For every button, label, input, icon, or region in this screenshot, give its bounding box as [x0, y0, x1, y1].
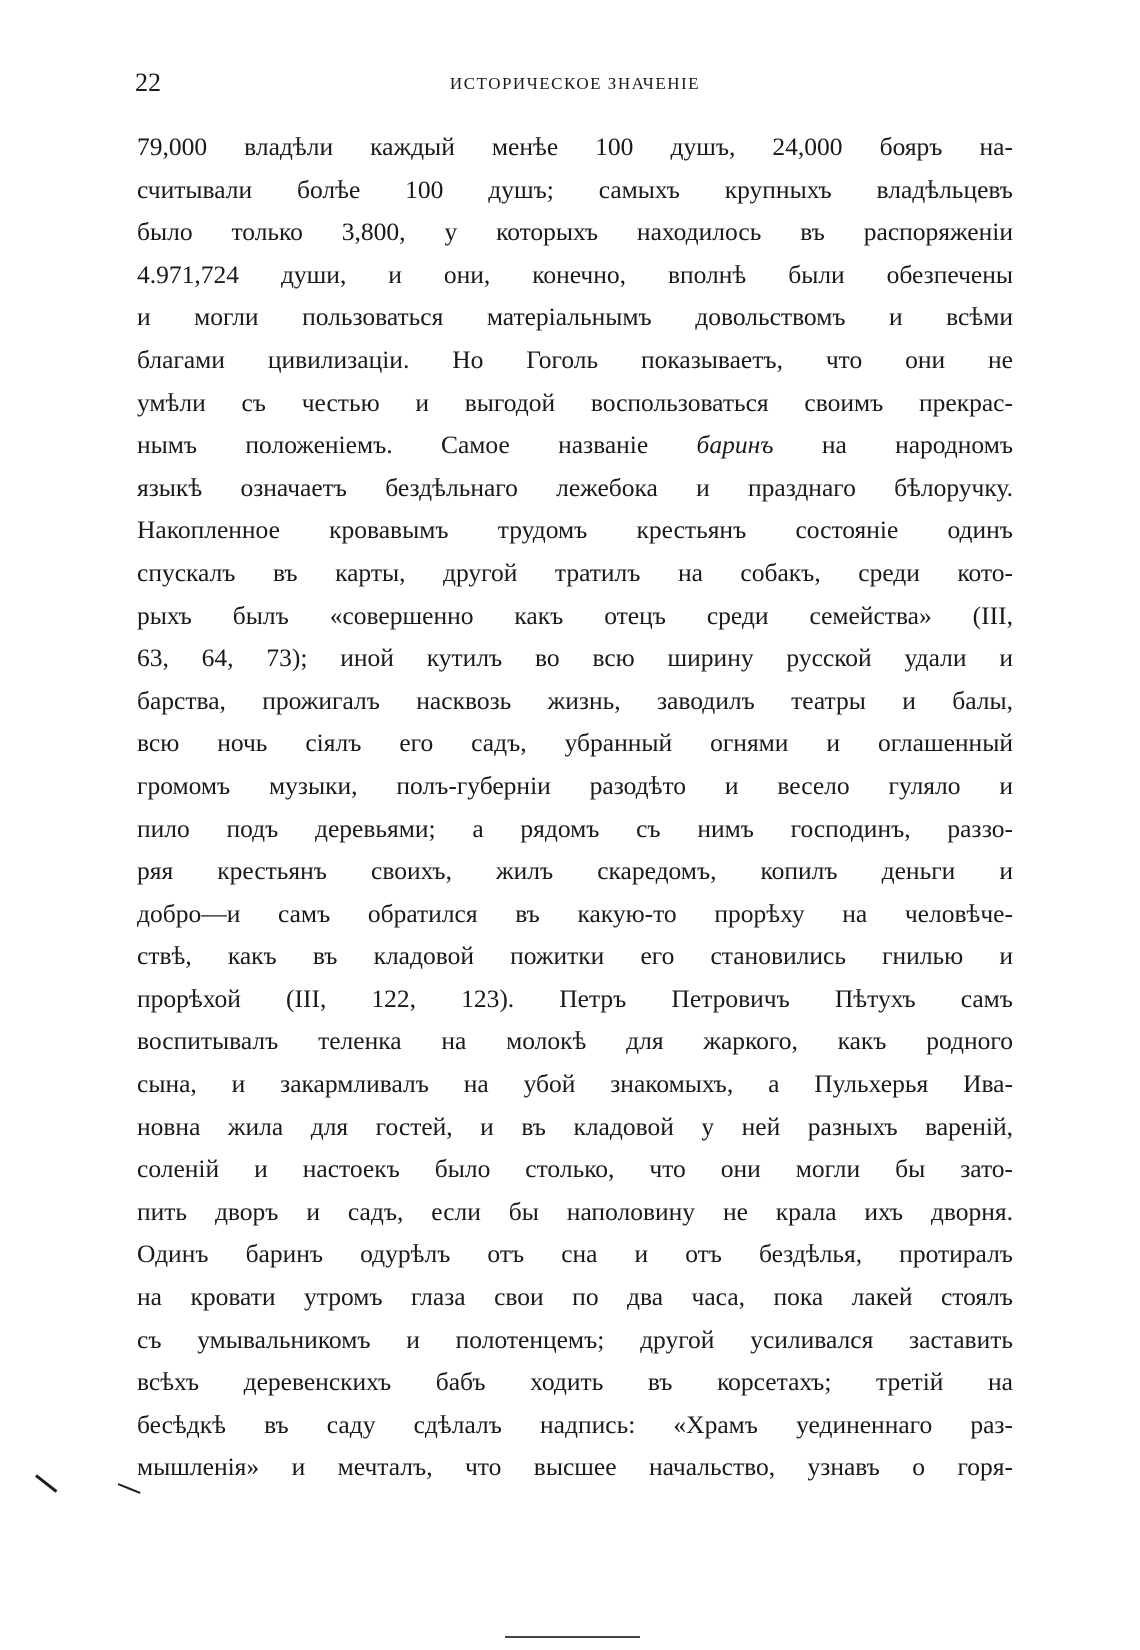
text-line: добро—и самъ обратился въ какую-то прорѣху на человѣче-	[137, 898, 1013, 928]
text-line: пило подъ деревьями; а рядомъ съ нимъ господинъ, раззо-	[137, 813, 1013, 843]
text-line: воспитывалъ теленка на молокѣ для жаркого, какъ родного	[137, 1026, 1013, 1056]
text-line: всѣхъ деревенскихъ бабъ ходить въ корсетахъ; третій на	[137, 1367, 1013, 1397]
text-line: соленій и настоекъ было столько, что они могли бы зато-	[137, 1154, 1013, 1184]
text-line: громомъ музыки, полъ-губерніи разодѣто и весело гуляло и	[137, 770, 1013, 800]
italic-term: баринъ	[696, 430, 774, 460]
text-line: языкѣ означаетъ бездѣльнаго лежебока и празднаго бѣлоручку.	[137, 472, 1013, 502]
text-line: Накопленное кровавымъ трудомъ крестьянъ состояніе одинъ	[137, 515, 1013, 545]
text-line: считывали болѣе 100 душъ; самыхъ крупныхъ владѣльцевъ	[137, 174, 1013, 204]
text-line-head: нымъ положеніемъ. Самое названіе	[137, 430, 649, 460]
text-line: спускалъ въ карты, другой тратилъ на собакъ, среди кото-	[137, 557, 1013, 587]
text-line-with-italic	[137, 424, 1013, 467]
text-line-tail: на народномъ	[821, 430, 1013, 460]
body-text	[137, 126, 1013, 1489]
text-line: рыхъ былъ «совершенно какъ отецъ среди семейства» (III,	[137, 600, 1013, 630]
text-line: мышленія» и мечталъ, что высшее начальство, узнавъ о горя-	[137, 1452, 1013, 1482]
page-number: 22	[135, 68, 161, 97]
text-line: новна жила для гостей, и въ кладовой у ней разныхъ вареній,	[137, 1111, 1013, 1141]
text-line: ствѣ, какъ въ кладовой пожитки его становились гнилью и	[137, 941, 1013, 971]
text-line: съ умывальникомъ и полотенцемъ; другой усиливался заставить	[137, 1324, 1013, 1354]
bottom-rule-divider	[505, 1636, 640, 1638]
text-line: барства, прожигалъ насквозь жизнь, заводилъ театры и балы,	[137, 685, 1013, 715]
text-line: бесѣдкѣ въ саду сдѣлалъ надпись: «Храмъ уединеннаго раз-	[137, 1409, 1013, 1439]
text-line: благами цивилизаціи. Но Гоголь показываетъ, что они не	[137, 344, 1013, 374]
text-line: 4.971,724 души, и они, конечно, вполнѣ были обезпечены	[137, 259, 1013, 289]
text-line: пить дворъ и садъ, если бы наполовину не крала ихъ дворня.	[137, 1196, 1013, 1226]
running-head	[135, 66, 1015, 106]
text-line: всю ночь сіялъ его садъ, убранный огнями и оглашенный	[137, 728, 1013, 758]
text-line: на кровати утромъ глаза свои по два часа, пока лакей стоялъ	[137, 1282, 1013, 1312]
text-line: 63, 64, 73); иной кутилъ во всю ширину русской удали и	[137, 643, 1013, 673]
text-line: ряя крестьянъ своихъ, жилъ скаредомъ, копилъ деньги и	[137, 856, 1013, 886]
text-line: было только 3,800, у которыхъ находилось въ распоряженіи	[137, 217, 1013, 247]
text-line: и могли пользоваться матеріальнымъ довольствомъ и всѣми	[137, 302, 1013, 332]
text-line: 79,000 владѣли каждый менѣе 100 душъ, 24,000 бояръ на-	[137, 132, 1013, 161]
text-line: умѣли съ честью и выгодой воспользоваться своимъ прекрас-	[137, 387, 1013, 417]
running-title: ИСТОРИЧЕСКОЕ ЗНАЧЕНІЕ	[449, 74, 701, 93]
scan-artifact-mark	[35, 1474, 57, 1492]
text-line: сына, и закармливалъ на убой знакомыхъ, а Пульхерья Ива-	[137, 1069, 1013, 1099]
text-line: прорѣхой (III, 122, 123). Петръ Петровичъ Пѣтухъ самъ	[137, 983, 1013, 1013]
text-line: Одинъ баринъ одурѣлъ отъ сна и отъ бездѣлья, протиралъ	[137, 1239, 1013, 1269]
